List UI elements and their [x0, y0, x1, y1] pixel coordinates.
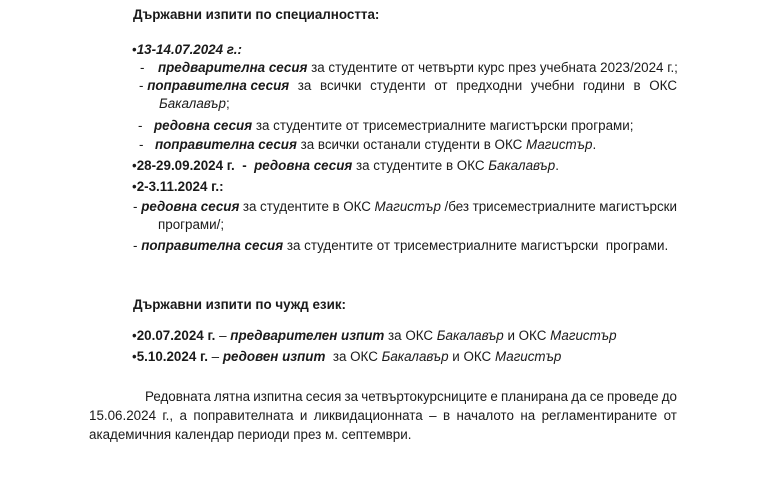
dash: -: [133, 238, 142, 253]
word: четвъртокурсниците: [361, 389, 488, 404]
word: планирана: [500, 389, 569, 404]
word: регламентираните: [541, 408, 658, 423]
word: се: [589, 389, 604, 404]
item-label: предварителен изпит: [230, 328, 385, 343]
item-label: поправителна сесия: [141, 238, 284, 253]
session1-item1: [140, 59, 678, 77]
session1-item2: [139, 77, 677, 95]
session3-item1-cont: програми/;: [158, 217, 225, 232]
degree-bachelor: Бакалавър: [436, 328, 504, 343]
degree-master: Магистър: [550, 328, 617, 343]
word: в: [442, 408, 451, 423]
bullet-icon: •: [132, 158, 137, 173]
item-label: редовна сесия: [153, 118, 253, 133]
closing-line-2: [89, 407, 677, 425]
bullet-icon: •: [132, 328, 137, 343]
word: а: [179, 408, 187, 423]
item-text: и ОКС: [503, 328, 551, 343]
word: –: [429, 408, 437, 423]
degree-master: Магистър: [374, 199, 441, 214]
item-label: предварителна сесия: [157, 60, 308, 75]
word: поправителната: [193, 408, 294, 423]
word: 15.06.2024: [89, 408, 157, 423]
degree-bachelor: Бакалавър: [159, 96, 226, 111]
degree-bachelor: Бакалавър: [381, 349, 449, 364]
sep: -: [234, 158, 255, 173]
item-text: и ОКС: [448, 349, 495, 364]
word: за: [297, 78, 312, 93]
item-text: за студентите от четвърти курс през учебната 2023/2024 г.;: [307, 60, 678, 75]
bullet-icon: •: [132, 349, 137, 364]
item-text: за ОКС: [384, 328, 437, 343]
session1-date: 13-14.07.2024 г.:: [136, 42, 242, 57]
word: лятна: [214, 389, 251, 404]
word: сесия: [305, 389, 342, 404]
degree-bachelor: Бакалавър: [488, 158, 556, 173]
item-label: редовен изпит: [222, 349, 326, 364]
session1-item4: [139, 136, 596, 154]
dash: -: [133, 199, 142, 214]
session3-line: [132, 178, 224, 196]
word: трисеместриалните: [472, 199, 596, 214]
specialty-exams-heading: Държавни изпити по специалността:: [133, 7, 380, 22]
word: е: [490, 389, 498, 404]
dash: –: [207, 349, 223, 364]
word: ОКС: [649, 78, 677, 93]
session3-item1: [133, 198, 677, 216]
word: за: [344, 389, 359, 404]
word: от: [663, 408, 677, 423]
session3-date: 2-3.11.2024 г.:: [136, 179, 224, 194]
item-text: за студентите от трисеместриалните магистърски програми;: [252, 118, 634, 133]
punct: ;: [225, 96, 230, 111]
word: години: [582, 78, 625, 93]
session2-line: [132, 157, 559, 175]
degree-master: Магистър: [526, 137, 593, 152]
dash: -: [140, 60, 145, 75]
punct: .: [555, 158, 559, 173]
word: студенти: [370, 78, 426, 93]
word: изпитна: [253, 389, 303, 404]
word: за: [242, 199, 257, 214]
closing-line-3: академичния календар периоди през м. септември.: [89, 427, 412, 442]
word: г.,: [162, 408, 174, 423]
word: да: [571, 389, 587, 404]
word: /без: [444, 199, 470, 214]
word: в: [633, 78, 641, 93]
item-label: редовна сесия: [141, 199, 240, 214]
word: Редовната: [145, 389, 211, 404]
word: магистърски: [599, 199, 677, 214]
item-text: за студентите в ОКС: [352, 158, 489, 173]
word: на: [520, 408, 536, 423]
word: студентите: [260, 199, 329, 214]
item-label: поправителна сесия: [154, 137, 297, 152]
word: началото: [456, 408, 514, 423]
item-label: редовна сесия: [254, 158, 353, 173]
word: предходни: [456, 78, 523, 93]
bullet-icon: •: [132, 42, 137, 57]
word: в: [332, 199, 340, 214]
item-date: 20.07.2024 г.: [136, 328, 216, 343]
session2-date: 28-29.09.2024 г.: [136, 158, 235, 173]
foreign-item-2: [132, 348, 561, 366]
session3-item2: [133, 237, 668, 255]
word: ликвидационната: [313, 408, 423, 423]
bullet-icon: •: [132, 179, 137, 194]
word: от: [434, 78, 448, 93]
degree-master: Магистър: [494, 349, 562, 364]
dash: -: [139, 78, 144, 93]
item-text: за всички останали студенти в ОКС: [296, 137, 527, 152]
dash: –: [215, 328, 231, 343]
punct: .: [592, 137, 597, 152]
foreign-item-1: [132, 327, 617, 345]
item-date: 5.10.2024 г.: [136, 349, 208, 364]
item-label: поправителна сесия: [147, 78, 290, 93]
word: проведе: [607, 389, 659, 404]
session1-item2-cont: [159, 95, 230, 113]
closing-line-1: [145, 388, 677, 406]
dash: -: [138, 118, 143, 133]
word: ОКС: [343, 199, 371, 214]
word: до: [661, 389, 677, 404]
session1-item3: [138, 117, 633, 135]
session1-line: [132, 41, 242, 59]
item-text: за студентите от трисеместриалните магистърски програми.: [283, 238, 669, 253]
foreign-language-heading: Държавни изпити по чужд език:: [133, 297, 346, 312]
word: всички: [319, 78, 362, 93]
item-text: за ОКС: [325, 349, 382, 364]
dash: -: [139, 137, 144, 152]
word: учебни: [530, 78, 575, 93]
word: и: [299, 408, 308, 423]
